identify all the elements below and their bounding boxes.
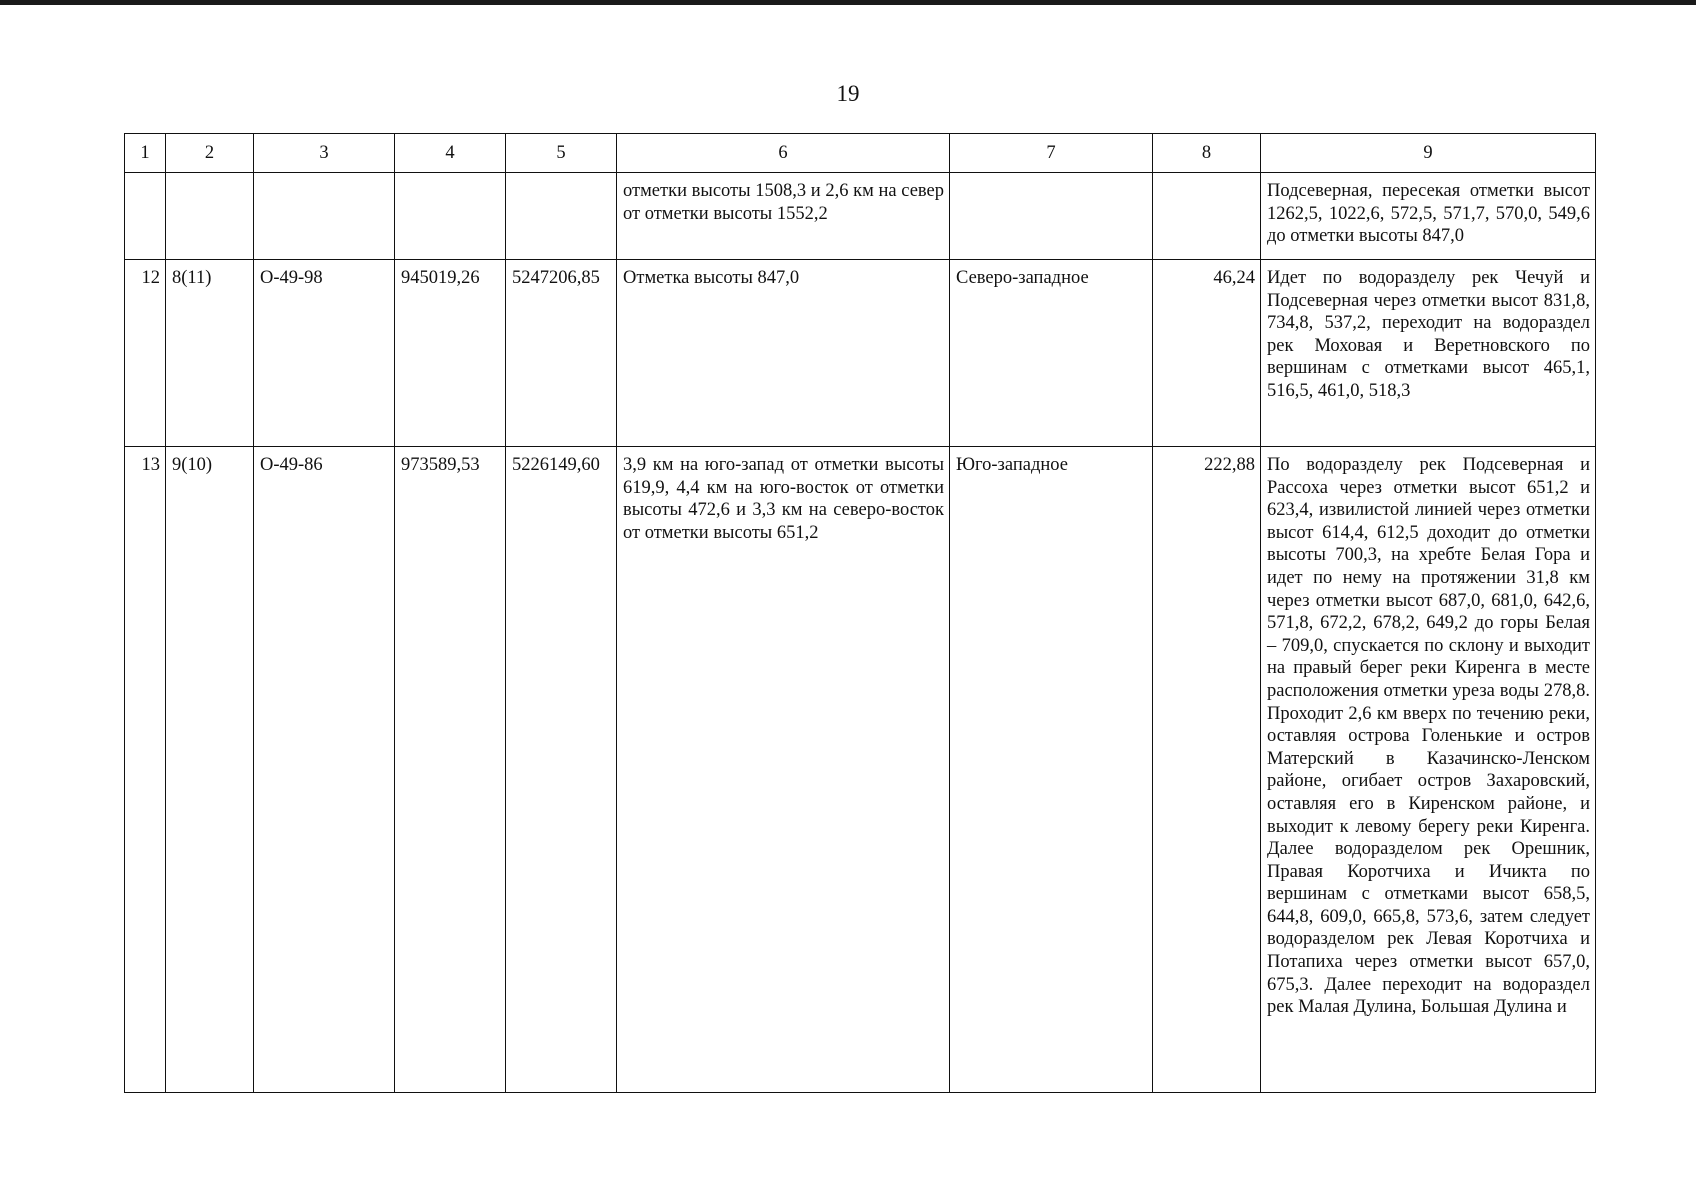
cell-direction	[950, 173, 1153, 260]
cell-point-description: отметки высоты 1508,3 и 2,6 км на север от отметки высоты 1552,2	[617, 173, 950, 260]
header-col-9: 9	[1261, 134, 1596, 173]
cell-coord-x: 945019,26	[395, 260, 506, 447]
table-row	[125, 173, 1596, 260]
cell-length: 222,88	[1153, 447, 1261, 1093]
cell-point-number	[166, 173, 254, 260]
cell-direction: Юго-западное	[950, 447, 1153, 1093]
cell-row-number: 12	[125, 260, 166, 447]
cell-point-description: 3,9 км на юго-запад от отметки высоты 619,9, 4,4 км на юго-восток от отметки высоты 472,6 и 3,3 км на северо-восток от отметки высоты 651,2	[617, 447, 950, 1093]
cell-coord-x	[395, 173, 506, 260]
cell-row-number	[125, 173, 166, 260]
header-col-8: 8	[1153, 134, 1261, 173]
cell-point-number: 9(10)	[166, 447, 254, 1093]
cell-length: 46,24	[1153, 260, 1261, 447]
cell-boundary-description: Подсеверная, пересекая отметки высот 1262,5, 1022,6, 572,5, 571,7, 570,0, 549,6 до отметки высоты 847,0	[1261, 173, 1596, 260]
boundary-table	[124, 133, 1596, 1093]
header-col-2: 2	[166, 134, 254, 173]
cell-point-description: Отметка высоты 847,0	[617, 260, 950, 447]
cell-coord-y: 5247206,85	[506, 260, 617, 447]
cell-point-number: 8(11)	[166, 260, 254, 447]
table-row	[125, 260, 1596, 447]
top-border-line	[0, 0, 1696, 5]
header-row	[125, 134, 1596, 173]
cell-coord-y: 5226149,60	[506, 447, 617, 1093]
cell-coord-y	[506, 173, 617, 260]
cell-row-number: 13	[125, 447, 166, 1093]
table-row	[125, 447, 1596, 1093]
cell-map-sheet: O-49-86	[254, 447, 395, 1093]
header-col-7: 7	[950, 134, 1153, 173]
header-col-1: 1	[125, 134, 166, 173]
cell-boundary-description: По водоразделу рек Подсеверная и Рассоха через отметки высот 651,2 и 623,4, извилистой линией через отметки высот 614,4, 612,5 доходит до отметки высоты 700,3, на хребте Белая Гора и идет по нему на протяжении 31,8 км через отметки высот 687,0, 681,0, 642,6, 571,8, 672,2, 678,2, 649,2 до горы Белая – 709,0, спускается по склону и выходит на правый берег реки Киренга в месте расположения отметки уреза воды 278,8. Проходит 2,6 км вверх по течению реки, оставляя острова Голенькие и остров Матерский в Казачинско-Ленском районе, огибает остров Захаровский, оставляя его в Киренском районе, и выходит к левому берегу реки Киренга. Далее водоразделом рек Орешник, Правая Коротчиха и Ичикта по вершинам с отметками высот 658,5, 644,8, 609,0, 665,8, 573,6, затем следует водоразделом рек Левая Коротчиха и Потапиха через отметки высот 657,0, 675,3. Далее переходит на водораздел рек Малая Дулина, Большая Дулина и	[1261, 447, 1596, 1093]
page-number: 19	[836, 81, 860, 106]
cell-map-sheet: O-49-98	[254, 260, 395, 447]
cell-length	[1153, 173, 1261, 260]
cell-coord-x: 973589,53	[395, 447, 506, 1093]
cell-map-sheet	[254, 173, 395, 260]
cell-boundary-description: Идет по водоразделу рек Чечуй и Подсеверная через отметки высот 831,8, 734,8, 537,2, переходит на водораздел рек Моховая и Веретновского по вершинам с отметками высот 465,1, 516,5, 461,0, 518,3	[1261, 260, 1596, 447]
header-col-4: 4	[395, 134, 506, 173]
header-col-3: 3	[254, 134, 395, 173]
header-col-5: 5	[506, 134, 617, 173]
cell-direction: Северо-западное	[950, 260, 1153, 447]
header-col-6: 6	[617, 134, 950, 173]
